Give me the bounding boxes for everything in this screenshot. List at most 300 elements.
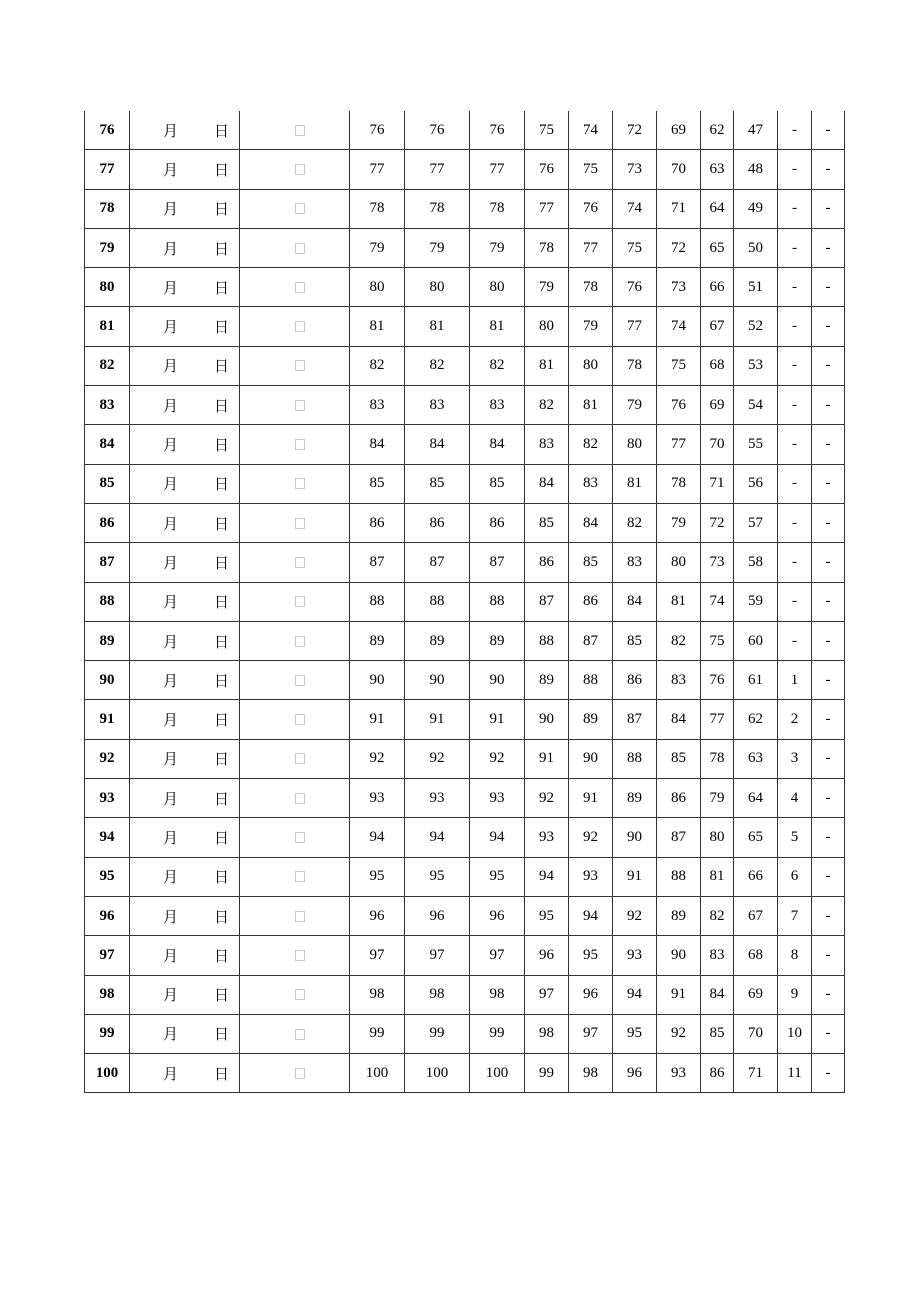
value-cell: 79 — [405, 228, 470, 267]
value-cell: - — [778, 268, 812, 307]
table-row — [85, 661, 845, 700]
checkbox-cell — [240, 307, 350, 346]
value-cell: 73 — [613, 150, 657, 189]
row-number: 87 — [85, 543, 130, 582]
value-cell: 82 — [569, 425, 613, 464]
date-cell — [130, 111, 240, 150]
checkbox-cell — [240, 386, 350, 425]
value-cell: 94 — [613, 975, 657, 1014]
value-cell: 96 — [470, 896, 525, 935]
value-cell: 70 — [734, 1014, 778, 1053]
value-cell: 79 — [657, 503, 701, 542]
value-cell: 89 — [657, 896, 701, 935]
value-cell: 87 — [405, 543, 470, 582]
table-row — [85, 464, 845, 503]
value-cell: 75 — [613, 228, 657, 267]
value-cell: 97 — [405, 936, 470, 975]
day-label: 日 — [213, 1025, 229, 1044]
table-row — [85, 1054, 845, 1093]
value-cell: - — [812, 150, 845, 189]
table-row — [85, 582, 845, 621]
row-number: 77 — [85, 150, 130, 189]
value-cell: 86 — [470, 503, 525, 542]
value-cell: 96 — [350, 896, 405, 935]
day-label: 日 — [213, 239, 229, 258]
value-cell: - — [812, 386, 845, 425]
row-number: 88 — [85, 582, 130, 621]
value-cell: - — [778, 621, 812, 660]
score-table — [84, 111, 845, 1093]
value-cell: 90 — [613, 818, 657, 857]
value-cell: 57 — [734, 503, 778, 542]
value-cell: 91 — [525, 739, 569, 778]
value-cell: 85 — [569, 543, 613, 582]
day-label: 日 — [213, 986, 229, 1005]
value-cell: 85 — [350, 464, 405, 503]
value-cell: 83 — [405, 386, 470, 425]
table-row — [85, 621, 845, 660]
value-cell: 77 — [569, 228, 613, 267]
value-cell: 69 — [657, 111, 701, 150]
value-cell: 87 — [657, 818, 701, 857]
row-number: 99 — [85, 1014, 130, 1053]
value-cell: 92 — [657, 1014, 701, 1053]
date-cell — [130, 386, 240, 425]
empty-box-icon — [295, 950, 305, 961]
empty-box-icon — [295, 125, 305, 136]
row-number: 82 — [85, 346, 130, 385]
day-label: 日 — [213, 1064, 229, 1083]
value-cell: - — [812, 503, 845, 542]
date-cell — [130, 621, 240, 660]
table-row — [85, 228, 845, 267]
date-cell — [130, 464, 240, 503]
day-label: 日 — [213, 200, 229, 219]
value-cell: - — [812, 228, 845, 267]
value-cell: 88 — [405, 582, 470, 621]
day-label: 日 — [213, 750, 229, 769]
value-cell: 86 — [657, 779, 701, 818]
value-cell: 82 — [657, 621, 701, 660]
table-row — [85, 425, 845, 464]
value-cell: - — [812, 543, 845, 582]
value-cell: 64 — [701, 189, 734, 228]
date-cell — [130, 582, 240, 621]
value-cell: 74 — [657, 307, 701, 346]
value-cell: 90 — [405, 661, 470, 700]
value-cell: 66 — [701, 268, 734, 307]
table-row — [85, 896, 845, 935]
empty-box-icon — [295, 596, 305, 607]
value-cell: 88 — [569, 661, 613, 700]
value-cell: 90 — [525, 700, 569, 739]
value-cell: - — [778, 189, 812, 228]
date-cell — [130, 975, 240, 1014]
value-cell: 68 — [701, 346, 734, 385]
value-cell: 78 — [569, 268, 613, 307]
checkbox-cell — [240, 739, 350, 778]
month-label: 月 — [162, 711, 178, 730]
value-cell: - — [812, 661, 845, 700]
empty-box-icon — [295, 832, 305, 843]
value-cell: - — [812, 464, 845, 503]
day-label: 日 — [213, 436, 229, 455]
row-number: 79 — [85, 228, 130, 267]
value-cell: - — [812, 111, 845, 150]
value-cell: - — [812, 307, 845, 346]
value-cell: 81 — [569, 386, 613, 425]
value-cell: - — [778, 346, 812, 385]
value-cell: 89 — [525, 661, 569, 700]
month-label: 月 — [162, 239, 178, 258]
value-cell: 82 — [613, 503, 657, 542]
month-label: 月 — [162, 475, 178, 494]
value-cell: 100 — [470, 1054, 525, 1093]
date-cell — [130, 228, 240, 267]
value-cell: 60 — [734, 621, 778, 660]
value-cell: 84 — [613, 582, 657, 621]
value-cell: - — [778, 503, 812, 542]
value-cell: 78 — [350, 189, 405, 228]
value-cell: - — [812, 818, 845, 857]
empty-box-icon — [295, 282, 305, 293]
empty-box-icon — [295, 518, 305, 529]
value-cell: 92 — [350, 739, 405, 778]
value-cell: 98 — [525, 1014, 569, 1053]
value-cell: 98 — [470, 975, 525, 1014]
checkbox-cell — [240, 150, 350, 189]
value-cell: 83 — [657, 661, 701, 700]
value-cell: 85 — [701, 1014, 734, 1053]
value-cell: 75 — [657, 346, 701, 385]
value-cell: 89 — [350, 621, 405, 660]
day-label: 日 — [213, 789, 229, 808]
value-cell: 80 — [350, 268, 405, 307]
value-cell: - — [812, 700, 845, 739]
row-number: 94 — [85, 818, 130, 857]
value-cell: 91 — [350, 700, 405, 739]
value-cell: 65 — [734, 818, 778, 857]
value-cell: 81 — [405, 307, 470, 346]
value-cell: 96 — [613, 1054, 657, 1093]
value-cell: 73 — [657, 268, 701, 307]
empty-box-icon — [295, 871, 305, 882]
value-cell: - — [812, 346, 845, 385]
row-number: 91 — [85, 700, 130, 739]
value-cell: 91 — [470, 700, 525, 739]
value-cell: 89 — [613, 779, 657, 818]
date-cell — [130, 425, 240, 464]
value-cell: 76 — [569, 189, 613, 228]
value-cell: 72 — [613, 111, 657, 150]
row-number: 83 — [85, 386, 130, 425]
value-cell: 67 — [734, 896, 778, 935]
value-cell: 82 — [701, 896, 734, 935]
row-number: 81 — [85, 307, 130, 346]
empty-box-icon — [295, 753, 305, 764]
table-row — [85, 307, 845, 346]
row-number: 100 — [85, 1054, 130, 1093]
row-number: 93 — [85, 779, 130, 818]
table-body — [85, 111, 845, 1093]
value-cell: 95 — [613, 1014, 657, 1053]
month-label: 月 — [162, 160, 178, 179]
value-cell: 75 — [525, 111, 569, 150]
value-cell: 82 — [470, 346, 525, 385]
day-label: 日 — [213, 475, 229, 494]
value-cell: 80 — [613, 425, 657, 464]
value-cell: 63 — [734, 739, 778, 778]
value-cell: - — [778, 150, 812, 189]
value-cell: - — [778, 425, 812, 464]
day-label: 日 — [213, 121, 229, 140]
value-cell: 68 — [734, 936, 778, 975]
value-cell: 64 — [734, 779, 778, 818]
value-cell: 94 — [525, 857, 569, 896]
value-cell: 72 — [701, 503, 734, 542]
checkbox-cell — [240, 936, 350, 975]
value-cell: 96 — [525, 936, 569, 975]
date-cell — [130, 1014, 240, 1053]
value-cell: 84 — [470, 425, 525, 464]
date-cell — [130, 189, 240, 228]
value-cell: 80 — [470, 268, 525, 307]
empty-box-icon — [295, 636, 305, 647]
row-number: 92 — [85, 739, 130, 778]
value-cell: - — [812, 1054, 845, 1093]
empty-box-icon — [295, 911, 305, 922]
value-cell: 95 — [470, 857, 525, 896]
value-cell: - — [812, 582, 845, 621]
value-cell: 92 — [525, 779, 569, 818]
value-cell: - — [812, 857, 845, 896]
value-cell: 90 — [569, 739, 613, 778]
value-cell: 56 — [734, 464, 778, 503]
row-number: 90 — [85, 661, 130, 700]
date-cell — [130, 543, 240, 582]
value-cell: 79 — [701, 779, 734, 818]
value-cell: 87 — [525, 582, 569, 621]
month-label: 月 — [162, 868, 178, 887]
value-cell: 86 — [405, 503, 470, 542]
value-cell: 91 — [405, 700, 470, 739]
table-row — [85, 779, 845, 818]
value-cell: 59 — [734, 582, 778, 621]
table-row — [85, 857, 845, 896]
value-cell: - — [812, 936, 845, 975]
value-cell: 99 — [525, 1054, 569, 1093]
value-cell: 81 — [350, 307, 405, 346]
value-cell: 93 — [657, 1054, 701, 1093]
value-cell: - — [812, 189, 845, 228]
value-cell: 93 — [350, 779, 405, 818]
value-cell: 81 — [470, 307, 525, 346]
value-cell: 95 — [405, 857, 470, 896]
value-cell: 97 — [525, 975, 569, 1014]
value-cell: 99 — [470, 1014, 525, 1053]
value-cell: 65 — [701, 228, 734, 267]
value-cell: 9 — [778, 975, 812, 1014]
value-cell: 86 — [569, 582, 613, 621]
date-cell — [130, 936, 240, 975]
date-cell — [130, 739, 240, 778]
day-label: 日 — [213, 946, 229, 965]
value-cell: 92 — [405, 739, 470, 778]
value-cell: 91 — [569, 779, 613, 818]
date-cell — [130, 857, 240, 896]
value-cell: 96 — [569, 975, 613, 1014]
value-cell: 83 — [701, 936, 734, 975]
month-label: 月 — [162, 436, 178, 455]
checkbox-cell — [240, 464, 350, 503]
month-label: 月 — [162, 357, 178, 376]
value-cell: 6 — [778, 857, 812, 896]
checkbox-cell — [240, 543, 350, 582]
value-cell: 80 — [405, 268, 470, 307]
empty-box-icon — [295, 989, 305, 1000]
value-cell: 76 — [405, 111, 470, 150]
checkbox-cell — [240, 268, 350, 307]
value-cell: 89 — [569, 700, 613, 739]
day-label: 日 — [213, 396, 229, 415]
value-cell: 90 — [350, 661, 405, 700]
checkbox-cell — [240, 818, 350, 857]
table-row — [85, 1014, 845, 1053]
month-label: 月 — [162, 553, 178, 572]
value-cell: 85 — [657, 739, 701, 778]
checkbox-cell — [240, 189, 350, 228]
table-row — [85, 386, 845, 425]
day-label: 日 — [213, 160, 229, 179]
day-label: 日 — [213, 318, 229, 337]
value-cell: 93 — [470, 779, 525, 818]
empty-box-icon — [295, 400, 305, 411]
table-row — [85, 150, 845, 189]
value-cell: 88 — [350, 582, 405, 621]
checkbox-cell — [240, 111, 350, 150]
value-cell: - — [778, 464, 812, 503]
checkbox-cell — [240, 1054, 350, 1093]
checkbox-cell — [240, 621, 350, 660]
row-number: 84 — [85, 425, 130, 464]
value-cell: - — [778, 111, 812, 150]
empty-box-icon — [295, 478, 305, 489]
value-cell: - — [778, 307, 812, 346]
month-label: 月 — [162, 828, 178, 847]
empty-box-icon — [295, 243, 305, 254]
value-cell: 66 — [734, 857, 778, 896]
value-cell: 86 — [525, 543, 569, 582]
date-cell — [130, 779, 240, 818]
value-cell: 85 — [405, 464, 470, 503]
month-label: 月 — [162, 750, 178, 769]
day-label: 日 — [213, 828, 229, 847]
month-label: 月 — [162, 396, 178, 415]
checkbox-cell — [240, 896, 350, 935]
value-cell: 1 — [778, 661, 812, 700]
checkbox-cell — [240, 346, 350, 385]
row-number: 80 — [85, 268, 130, 307]
value-cell: 100 — [350, 1054, 405, 1093]
month-label: 月 — [162, 789, 178, 808]
value-cell: 86 — [701, 1054, 734, 1093]
month-label: 月 — [162, 907, 178, 926]
value-cell: 92 — [569, 818, 613, 857]
value-cell: 77 — [350, 150, 405, 189]
checkbox-cell — [240, 700, 350, 739]
day-label: 日 — [213, 632, 229, 651]
value-cell: 81 — [525, 346, 569, 385]
value-cell: 80 — [525, 307, 569, 346]
value-cell: 88 — [470, 582, 525, 621]
value-cell: 83 — [525, 425, 569, 464]
value-cell: 85 — [613, 621, 657, 660]
row-number: 96 — [85, 896, 130, 935]
empty-box-icon — [295, 1029, 305, 1040]
checkbox-cell — [240, 503, 350, 542]
value-cell: 84 — [525, 464, 569, 503]
value-cell: 55 — [734, 425, 778, 464]
value-cell: - — [778, 386, 812, 425]
day-label: 日 — [213, 711, 229, 730]
date-cell — [130, 268, 240, 307]
value-cell: 63 — [701, 150, 734, 189]
value-cell: 54 — [734, 386, 778, 425]
value-cell: 79 — [350, 228, 405, 267]
checkbox-cell — [240, 1014, 350, 1053]
value-cell: 79 — [569, 307, 613, 346]
row-number: 78 — [85, 189, 130, 228]
value-cell: 95 — [525, 896, 569, 935]
value-cell: 84 — [350, 425, 405, 464]
checkbox-cell — [240, 228, 350, 267]
value-cell: 73 — [701, 543, 734, 582]
date-cell — [130, 150, 240, 189]
month-label: 月 — [162, 632, 178, 651]
value-cell: 76 — [657, 386, 701, 425]
date-cell — [130, 307, 240, 346]
value-cell: 78 — [701, 739, 734, 778]
value-cell: 84 — [405, 425, 470, 464]
day-label: 日 — [213, 868, 229, 887]
empty-box-icon — [295, 793, 305, 804]
month-label: 月 — [162, 200, 178, 219]
value-cell: - — [778, 582, 812, 621]
empty-box-icon — [295, 675, 305, 686]
value-cell: 81 — [701, 857, 734, 896]
value-cell: 87 — [613, 700, 657, 739]
empty-box-icon — [295, 557, 305, 568]
value-cell: 94 — [569, 896, 613, 935]
value-cell: 93 — [525, 818, 569, 857]
table-row — [85, 346, 845, 385]
value-cell: 2 — [778, 700, 812, 739]
day-label: 日 — [213, 553, 229, 572]
empty-box-icon — [295, 714, 305, 725]
value-cell: 52 — [734, 307, 778, 346]
month-label: 月 — [162, 278, 178, 297]
value-cell: 76 — [470, 111, 525, 150]
value-cell: 78 — [525, 228, 569, 267]
value-cell: 83 — [350, 386, 405, 425]
checkbox-cell — [240, 425, 350, 464]
value-cell: 53 — [734, 346, 778, 385]
value-cell: 50 — [734, 228, 778, 267]
value-cell: 80 — [657, 543, 701, 582]
date-cell — [130, 700, 240, 739]
table-row — [85, 111, 845, 150]
day-label: 日 — [213, 907, 229, 926]
